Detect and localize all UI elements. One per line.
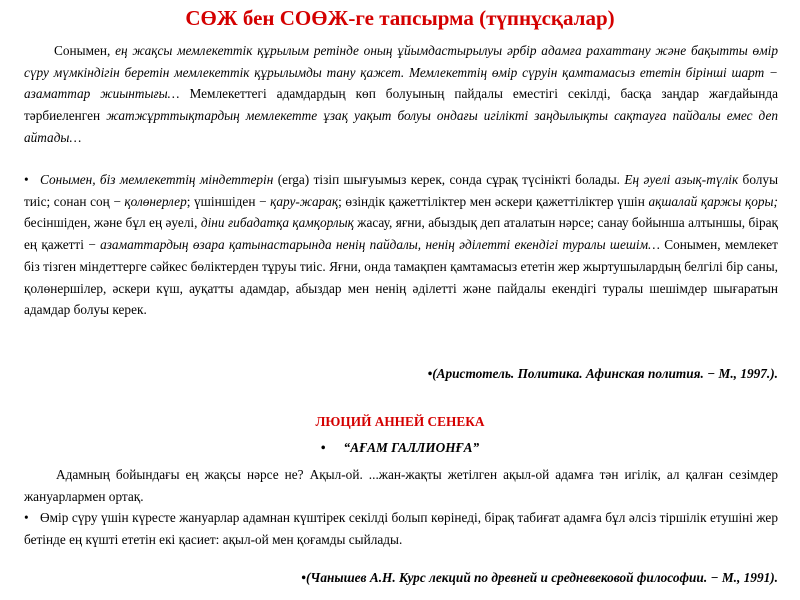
text-run: (erga) тізіп шығуымыз керек, сонда сұрақ түсінікті болады. <box>273 172 625 187</box>
text-run: болуы тиіс; сонан соң − <box>24 172 779 209</box>
text-run: жасау, яғни, абыздық деп аталатын нәрсе; санау бойынша алтыншы, бірақ ең қажетті − <box>24 215 778 253</box>
seneca-source: •(Чанышев А.Н. Курс лекций по древней и средневековой философии. − М., 1991). <box>301 570 778 585</box>
text-run: ең жақсы мемлекеттік құрылым ретінде оның ұйымдастырылуы әрбір адамға рахаттану және бақытты өмір сүру мүмкіндігін беретін мемлекеттік құрылымды тану қажет. Мемлекеттің өмір сүруін қамтамасыз ететін бірінші шарт − азаматтар жиынтығы… <box>24 43 778 102</box>
aristotle-paragraph-1 <box>24 40 778 149</box>
text-run: бесіншіден, және бұл ең әуелі, <box>24 215 201 231</box>
seneca-heading: ЛЮЦИЙ АННЕЙ СЕНЕКА <box>315 414 485 429</box>
page-title: СӨЖ бен СОӨЖ-ге тапсырма (түпнұсқалар) <box>185 6 615 30</box>
text-run: ақшалай қаржы қоры; <box>648 193 778 209</box>
text-run: Ең әуелі азық-түлік <box>624 172 739 187</box>
text-run: Сонымен, мемлекет біз тізген міндеттерге сәйкес бөліктерден тұруы тиіс. Яғни, онда тамақпен қамтамасыз ететін жер жыртушылардың белгілі бір саны, қолөнершілер, әскери күш, ауқатты адамдар, абыздар мен ненің әділетті және пайдалы екендігі туралы шешімдер шығаратын адамдар болуы керек. <box>24 237 778 318</box>
aristotle-source: •(Аристотель. Политика. Афинская полития. − М., 1997.). <box>427 366 778 381</box>
bullet-icon: • <box>24 510 29 525</box>
text-run: жатжұрттықтардың мемлекетте ұзақ уақыт болуы ондағы игілікті заңдылықты сақтауға пайдалы емес деп айтады… <box>24 108 778 145</box>
seneca-paragraph-2: • Өмір сүру үшін күресте жануарлар адамнан күштірек секілді болып көрінеді, бірақ табиғат адамға бұл әлсіз тіршілік етушіні жер бетінде ең күшті ететін екі қасиет: ақыл-ой мен қоғамды сыйлады. <box>24 507 778 550</box>
text-run: Сонымен, <box>54 43 116 58</box>
text-run: Мемлекеттегі адамдардың көп болуының пайдалы еместігі секілді, басқа заңдар жағдайында тәрбиеленген <box>24 86 778 124</box>
seneca-subheading: • “АҒАМ ГАЛЛИОНҒА” <box>320 440 480 455</box>
text-run: ; өзіндік қажеттіліктер мен әскери қажеттіліктер үшін <box>338 193 649 209</box>
seneca-paragraph-1: Адамның бойындағы ең жақсы нәрсе не? Ақыл-ой. ...жан-жақты жетілген ақыл-ой адамға тән игілік, ал қалған сезімдер жануарлармен ортақ. <box>24 467 778 504</box>
text-run: діни ғибадатқа қамқорлық <box>200 215 354 231</box>
bullet-icon: • <box>24 172 29 187</box>
text-run: қару-жарақ <box>270 193 339 209</box>
text-run: ; үшіншіден − <box>186 193 271 209</box>
text-run: азаматтардың өзара қатынастарында ненің пайдалы, ненің әділетті екендігі туралы шешім… <box>100 237 660 253</box>
aristotle-paragraph-2 <box>24 169 778 321</box>
text-run: қолөнерлер <box>124 193 187 209</box>
text-run: Сонымен, біз мемлекеттің міндеттерін <box>40 172 274 187</box>
bullet-icon: • <box>320 440 326 455</box>
